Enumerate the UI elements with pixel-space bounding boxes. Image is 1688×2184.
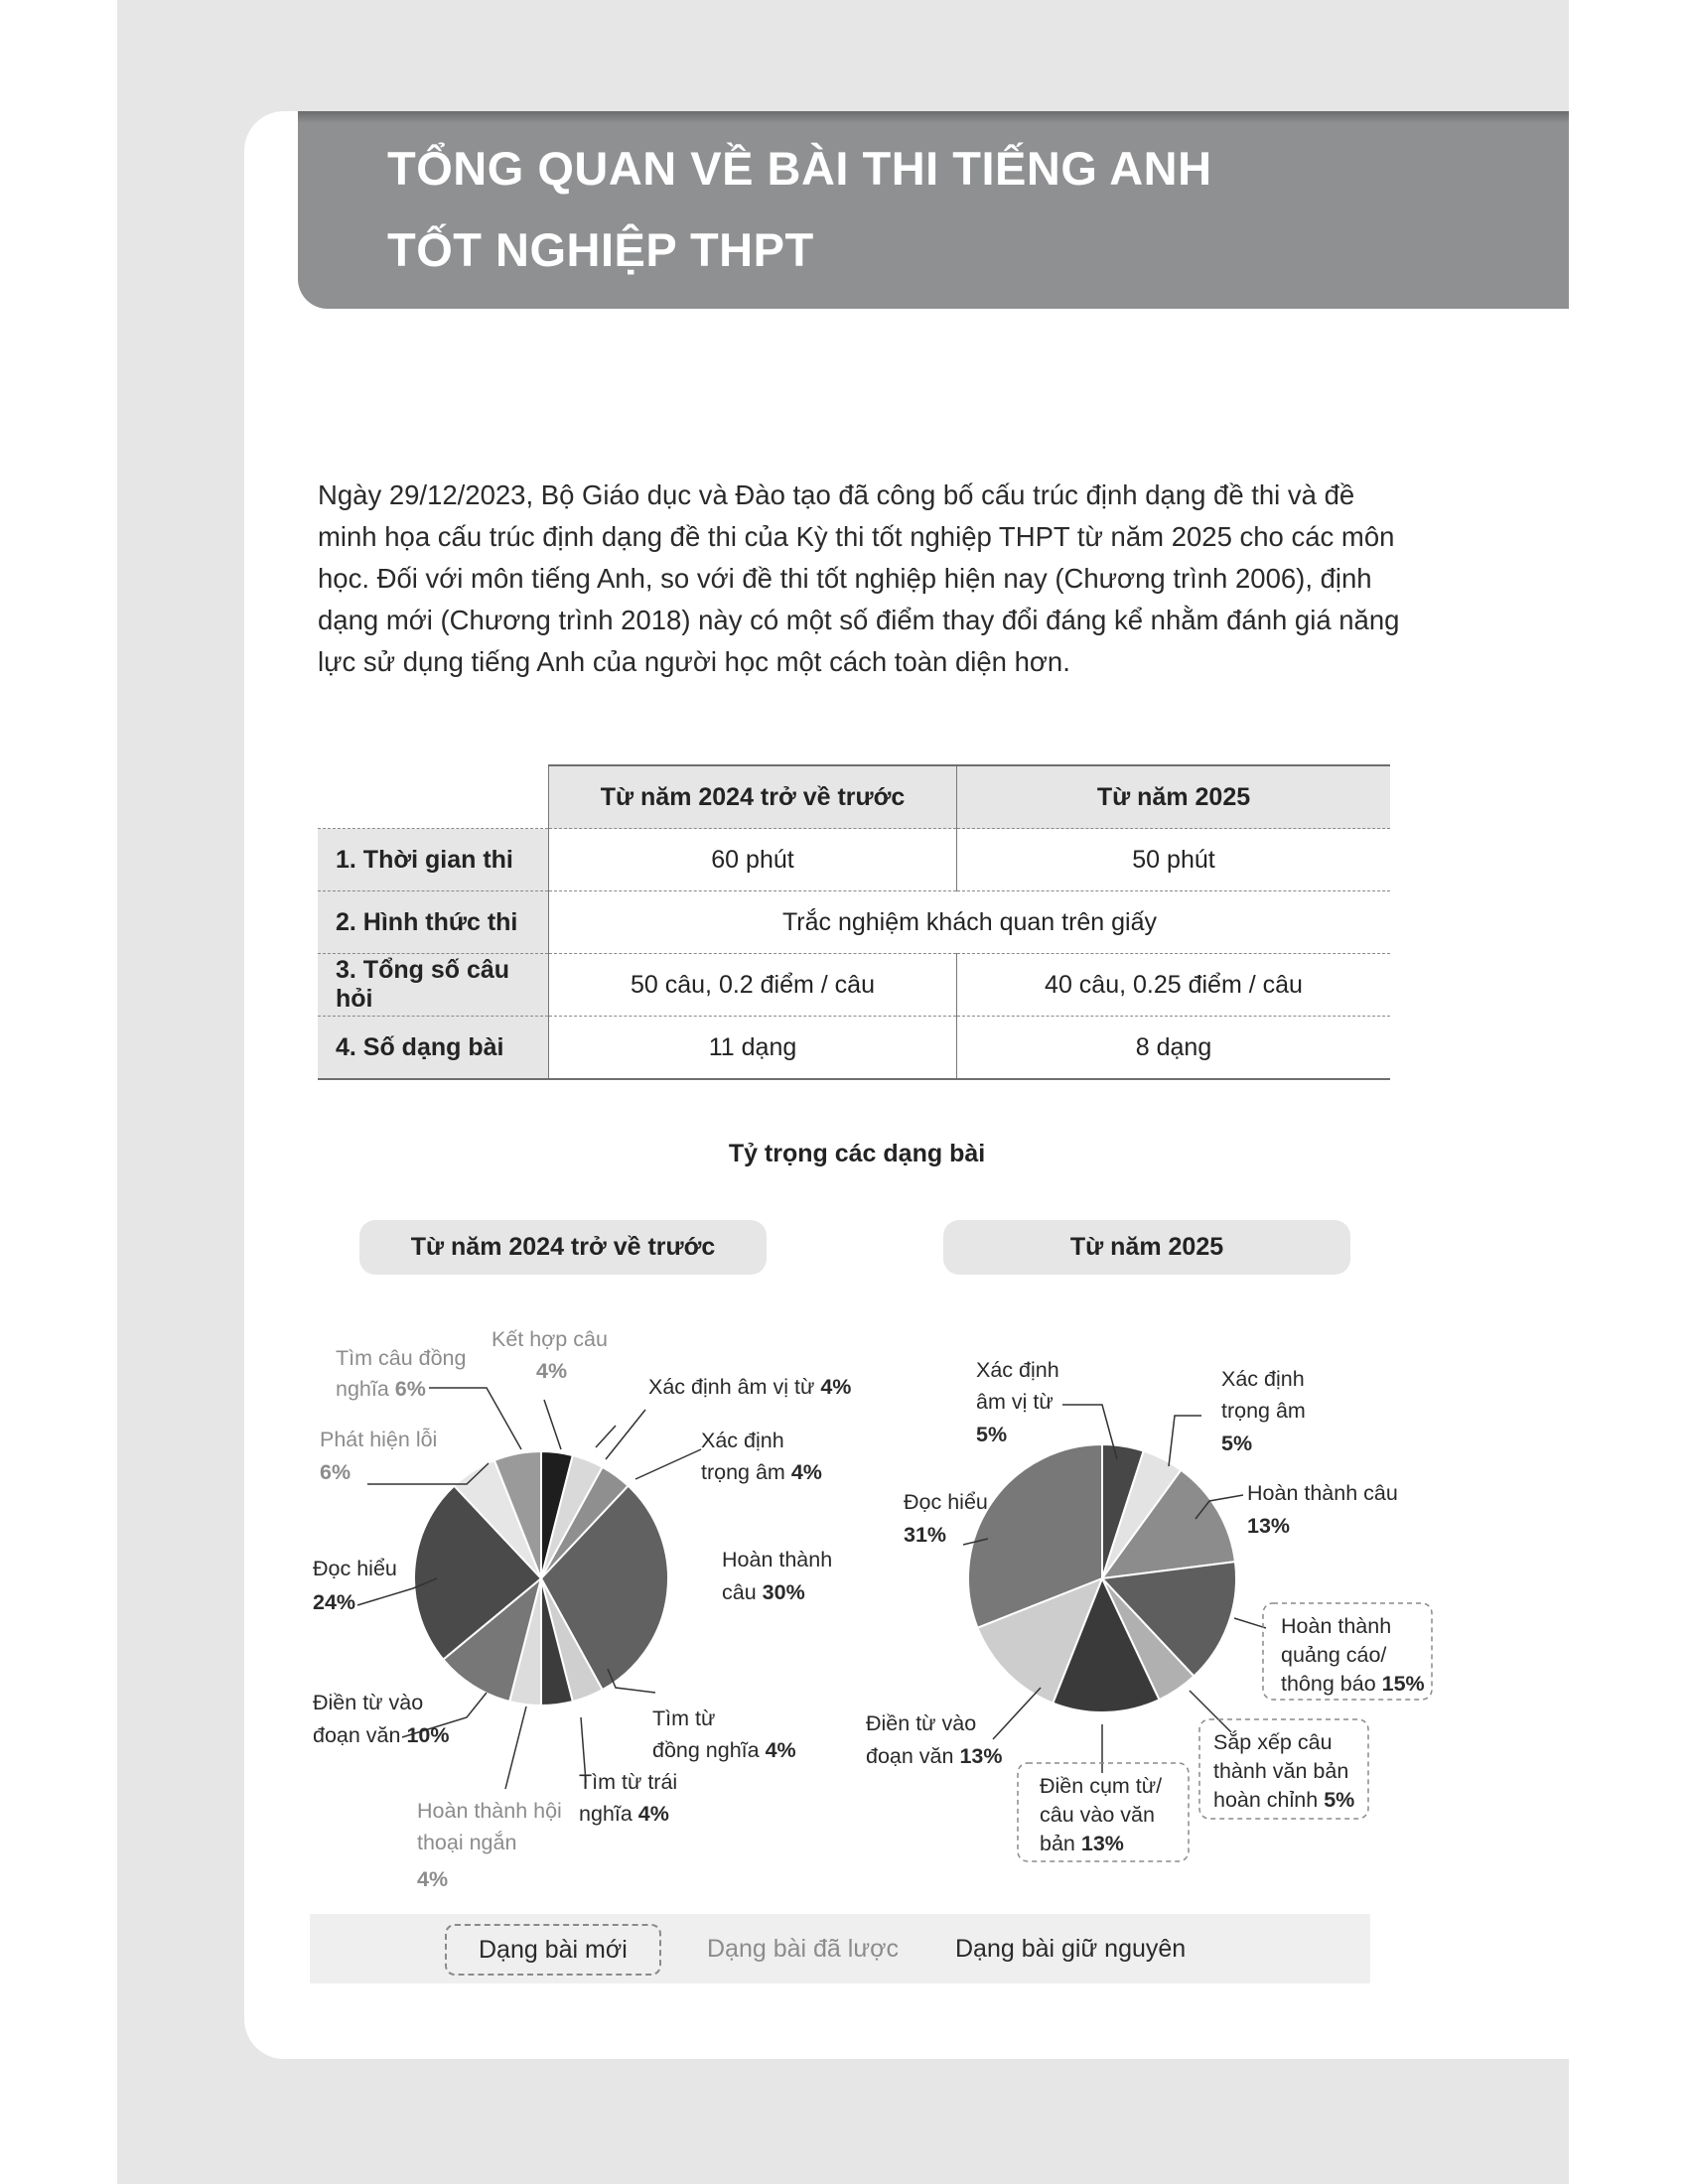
label-phat-hien-loi: Phát hiện lỗi 6%	[320, 1428, 438, 1484]
legend-kept-type: Dạng bài giữ nguyên	[955, 1935, 1187, 1963]
cell-old: 11 dạng	[549, 1017, 957, 1080]
label-tim-cau-dong-nghia: Tìm câu đồng nghĩa 6%	[336, 1346, 467, 1401]
label-dien-cum-tu: Điền cụm từ/ câu vào văn bản 13%	[1040, 1774, 1163, 1855]
label-hoan-thanh-hoi-thoai: Hoàn thành hội thoại ngắn 4%	[417, 1799, 562, 1891]
cell-old: 60 phút	[549, 829, 957, 891]
row-label: 2. Hình thức thi	[318, 891, 549, 954]
row-label: 1. Thời gian thi	[318, 829, 549, 891]
row-label: 3. Tổng số câu hỏi	[318, 954, 549, 1017]
table-header-new: Từ năm 2025	[957, 765, 1391, 829]
label-sap-xep-cau: Sắp xếp câu thành văn bản hoàn chỉnh 5%	[1213, 1730, 1355, 1812]
pie-chart-old	[414, 1451, 668, 1706]
cell-new: 50 phút	[957, 829, 1391, 891]
intro-paragraph: Ngày 29/12/2023, Bộ Giáo dục và Đào tạo đã công bố cấu trúc định dạng đề thi và đề minh họa cấu trúc định dạng đề thi của Kỳ thi tốt nghiệp THPT từ năm 2025 cho các môn học. Đối với môn tiếng Anh, so với đề thi tốt nghiệp hiện nay (Chương trình 2006), định dạng mới (Chương trình 2018) này có một số điểm thay đổi đáng kể nhằm đánh giá năng lực sử dụng tiếng Anh của người học một cách toàn diện hơn.	[318, 479, 1400, 677]
label-hoan-thanh-cau-new: Hoàn thành câu 13%	[1247, 1481, 1398, 1538]
label-tim-tu-trai-nghia: Tìm từ trái nghĩa 4%	[579, 1770, 678, 1826]
legend-removed-type: Dạng bài đã lược	[707, 1935, 899, 1963]
page-title-line-1: TỔNG QUAN VỀ BÀI THI TIẾNG ANH	[387, 142, 1212, 195]
chart-title-old: Từ năm 2024 trở về trước	[359, 1220, 767, 1275]
label-dien-tu-vao-doan-van-new: Điền từ vào đoạn văn 13%	[866, 1711, 1003, 1768]
cell-new: 8 dạng	[957, 1017, 1391, 1080]
label-xac-dinh-am-vi-tu-new: Xác định âm vị từ 5%	[976, 1358, 1059, 1446]
chart-title-new: Từ năm 2025	[943, 1220, 1350, 1275]
label-hoan-thanh-quang-cao: Hoàn thành quảng cáo/ thông báo 15%	[1281, 1614, 1425, 1696]
pie-chart-new	[968, 1444, 1236, 1712]
table-header-old: Từ năm 2024 trở về trước	[549, 765, 957, 829]
cell-new: 40 câu, 0.25 điểm / câu	[957, 954, 1391, 1017]
label-doc-hieu-old: Đọc hiểu 24%	[313, 1557, 397, 1614]
legend-new-type: Dạng bài mới	[445, 1924, 661, 1976]
label-xac-dinh-trong-am-old: Xác định trọng âm 4%	[701, 1429, 822, 1484]
label-ket-hop-cau: Kết hợp câu 4%	[492, 1327, 608, 1383]
cell-old: 50 câu, 0.2 điểm / câu	[549, 954, 957, 1017]
label-hoan-thanh-cau-old: Hoàn thành câu 30%	[722, 1548, 833, 1604]
row-label: 4. Số dạng bài	[318, 1017, 549, 1080]
label-tim-tu-dong-nghia: Tìm từ đồng nghĩa 4%	[652, 1706, 796, 1762]
label-doc-hieu-new: Đọc hiểu 31%	[904, 1490, 988, 1547]
label-dien-tu-vao-doan-van-old: Điền từ vào đoạn văn 10%	[313, 1691, 450, 1747]
label-xac-dinh-am-vi-tu-old: Xác định âm vị từ 4%	[648, 1375, 852, 1399]
cell-both: Trắc nghiệm khách quan trên giấy	[549, 891, 1391, 954]
page-title-line-2: TỐT NGHIỆP THPT	[387, 223, 814, 276]
label-xac-dinh-trong-am-new: Xác định trọng âm 5%	[1221, 1367, 1306, 1455]
chart-section-title: Tỷ trọng các dạng bài	[728, 1140, 986, 1167]
legend	[310, 1914, 1370, 1983]
